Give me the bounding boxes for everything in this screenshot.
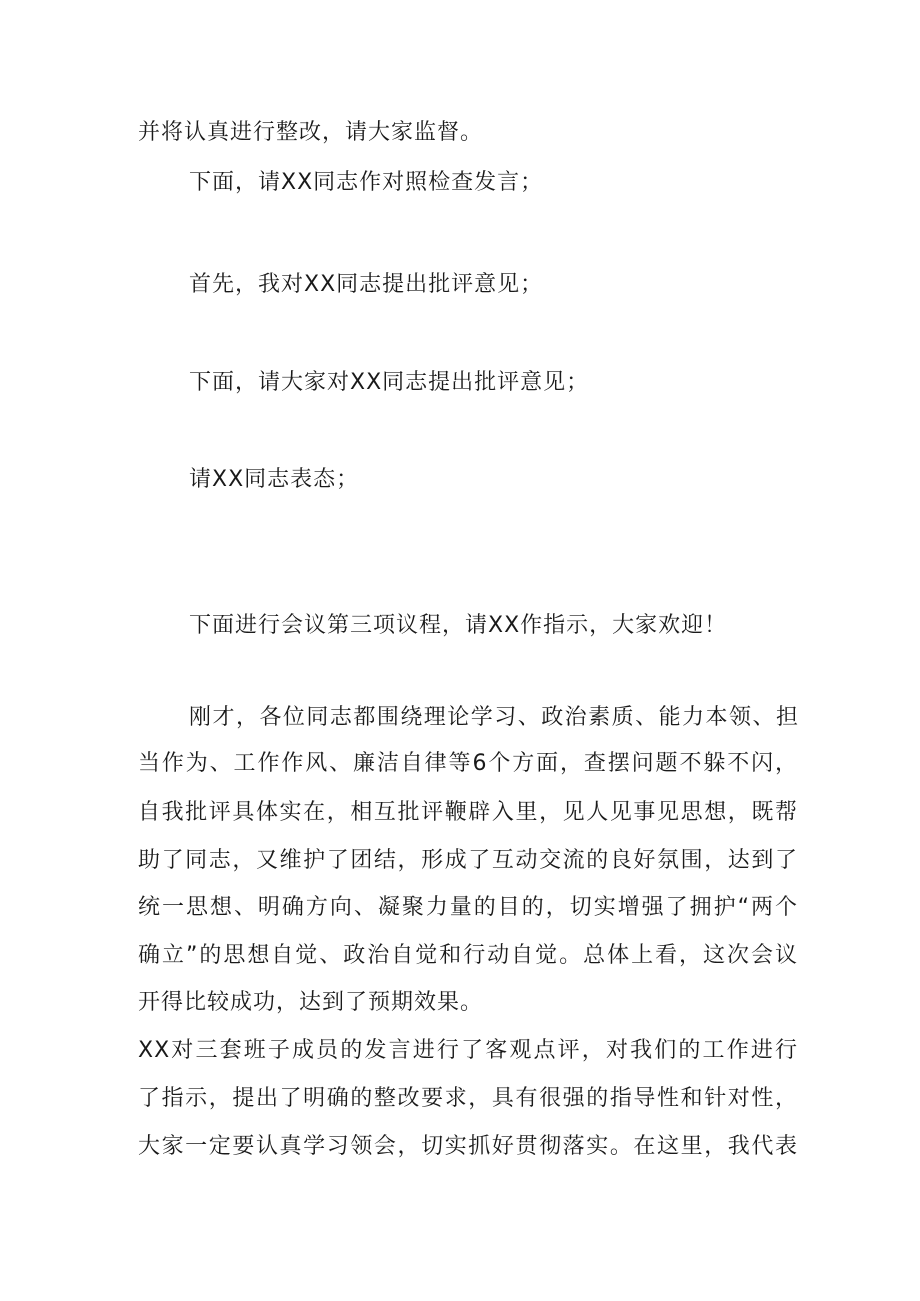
text-line: 下面，请XX同志作对照检查发言； <box>189 170 544 195</box>
text-line: 首先，我对XX同志提出批评意见； <box>189 272 544 297</box>
text-line: 开得比较成功，达到了预期效果。 <box>138 990 484 1015</box>
text-line: 确立”的思想自觉、政治自觉和行动自觉。总体上看，这次会议 <box>138 943 798 968</box>
text-line: 请XX同志表态； <box>189 467 360 492</box>
text-line: 大家一定要认真学习领会，切实抓好贯彻落实。在这里，我代表 <box>138 1134 798 1159</box>
text-line: 下面进行会议第三项议程，请XX作指示，大家欢迎！ <box>189 613 728 638</box>
text-line: 助了同志，又维护了团结，形成了互动交流的良好氛围，达到了 <box>138 848 798 873</box>
text-line: 了指示，提出了明确的整改要求，具有很强的指导性和针对性， <box>138 1086 798 1111</box>
text-line: 刚才，各位同志都围绕理论学习、政治素质、能力本领、担 <box>189 705 799 730</box>
text-line: 并将认真进行整改，请大家监督。 <box>138 120 484 145</box>
text-line: 当作为、工作作风、廉洁自律等6个方面，查摆问题不躲不闪， <box>138 751 798 776</box>
text-line: 下面，请大家对XX同志提出批评意见； <box>189 370 590 395</box>
text-line: XX对三套班子成员的发言进行了客观点评，对我们的工作进行 <box>138 1038 798 1063</box>
text-line: 自我批评具体实在，相互批评鞭辟入里，见人见事见思想，既帮 <box>138 800 798 825</box>
text-line: 统一思想、明确方向、凝聚力量的目的，切实增强了拥护“两个 <box>138 895 798 920</box>
